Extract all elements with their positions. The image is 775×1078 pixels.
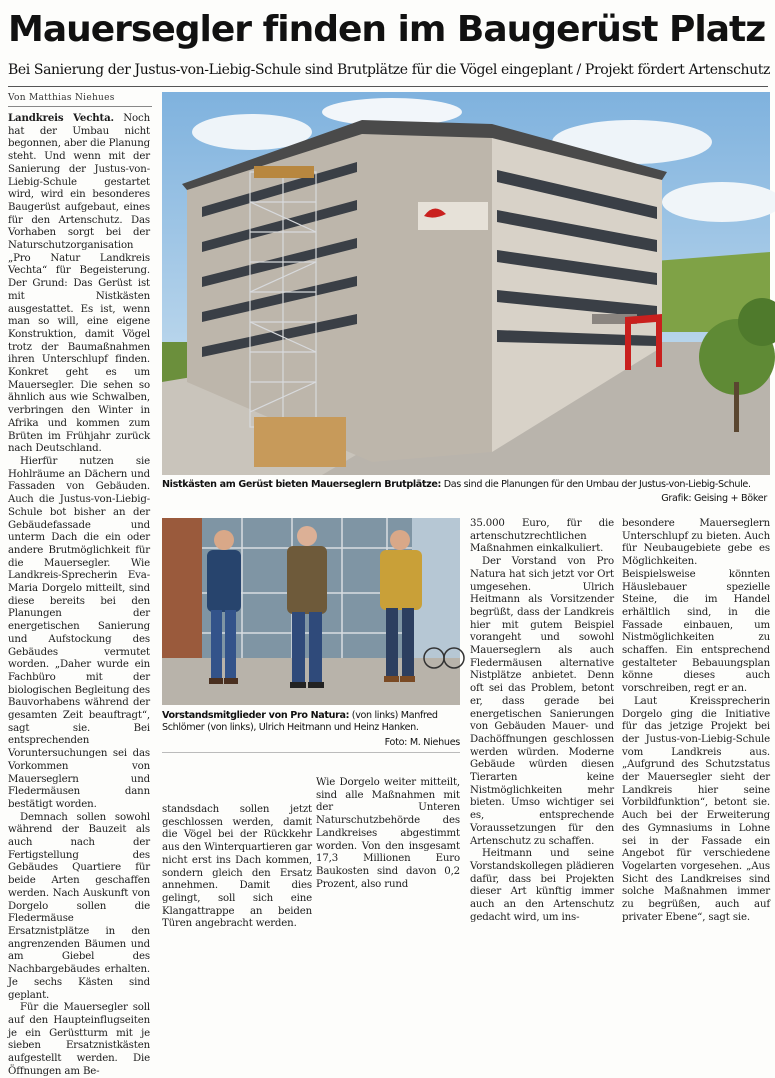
article-column-1 bbox=[8, 112, 150, 1077]
article-paragraph: besondere Mauerseglern Unterschlupf zu bieten. Auch für Neubaugebiete gebe es Möglichkeiten. Beispielsweise könnten Häuslebauer spezielle Steine, die im Handel erhältlich sind, in die Fassade einbauen, um Nistmöglichkeiten zu schaffen. Ein entsprechend gestalteter Bebauungsplan könne dieses auch vorschreiben, regt er an. bbox=[622, 518, 770, 695]
article-paragraph: Demnach sollen sowohl während der Bauzeit als auch nach der Fertigstellung des Gebäudes Quartiere für beide Arten geschaffen werden. Nach Auskunft von Dorgelo sollen die Fledermäuse Ersatznistplätze in den angrenzenden Bäumen und am Giebel des Nachbargebäudes erhalten. Je sechs Kästen sind geplant. bbox=[8, 811, 150, 1001]
nesting-box-row bbox=[254, 166, 314, 178]
building-rendering bbox=[162, 92, 770, 475]
caption-lead: Vorstandsmitglieder von Pro Natura: bbox=[162, 710, 350, 721]
scaffold-base-wall bbox=[254, 417, 346, 467]
article-column-4 bbox=[470, 518, 614, 923]
article-paragraph: Für die Mauersegler soll auf den Haupteinflugseiten je ein Gerüstturm mit je sieben Ersatznistkästen aufgestellt werden. Die Öffnungen am Be- bbox=[8, 1002, 150, 1077]
caption-divider bbox=[162, 752, 460, 753]
article-paragraph: Heitmann und seine Vorstandskollegen plädieren dafür, dass bei Projekten dieser Art künftig immer auch an den Artenschutz gedacht wird, um ins- bbox=[470, 848, 614, 923]
article-column-5 bbox=[622, 518, 770, 923]
paragraph-text: Noch hat der Umbau nicht begonnen, aber die Planung steht. Und wenn mit der Sanierung der Justus-von-Liebig-Schule gestartet wird, wird ein besonderes Baugerüst aufgebaut, eines für den Artenschutz. Das Vorhaben sorgt bei der Naturschutzorganisation „Pro Natur Landkreis Vechta“ für Begeisterung. Der Grund: Das Gerüst ist mit Nistkästen ausgestattet. Es ist, wenn man so will, eine eigene Konstruktion, damit Vögel trotz der Baumaßnahmen ihren Unterschlupf finden. Konkret geht es um Mauersegler. Die sehen so ähnlich aus wie Schwalben, verbringen den Winter in Afrika und kommen zum Brüten im Frühjahr zurück nach Deutschland. bbox=[8, 113, 150, 455]
article-paragraph: standsdach sollen jetzt geschlossen werden, damit die Vögel bei der Rückkehr aus den Winterquartieren gar nicht erst ins Dach kommen, sondern gleich den Ersatz annehmen. Damit dies gelingt, soll sich eine Klangattrappe an beiden Türen angebracht werden. bbox=[162, 804, 312, 930]
article-paragraph: Hierfür nutzen sie Hohlräume an Dächern und Fassaden von Gebäuden. Auch die Justus-von-Liebig-Schule bot bisher an der Gebäudefassade und unterm Dach die ein oder andere Brutmöglichkeit für die Mauersegler. Wie Landkreis-Sprecherin Eva-Maria Dorgelo mitteilt, sind diese bereits bei den Planungen der energetischen Sanierung und Aufstockung des Gebäudes vermutet worden. „Daher wurde ein Fachbüro mit der biologischen Begleitung des Bauvorhabens während der gesamten Zeit beauftragt“, sagt sie. Bei entsprechenden Voruntersuchungen sei das Vorkommen von Mauerseglern und Fledermäusen dann bestätigt worden. bbox=[8, 455, 150, 810]
article-column-2 bbox=[162, 804, 312, 930]
article-paragraph: Der Vorstand von Pro Natura hat sich jetzt vor Ort umgesehen. Ulrich Heitmann als Vorsitzender begrüßt, dass der Landkreis hier mit gutem Beispiel vorangeht und sowohl Mauerseglern als auch Fledermäusen alternative Nistplätze anbietet. Denn oft sei das Problem, betont er, dass gerade bei energetischen Sanierungen von Gebäuden Mauer- und Dachöffnungen geschlossen werden würden. Moderne Gebäude würden diesen Tierarten keine Nistmöglichkeiten mehr bieten. Umso wichtiger sei es, entsprechende Voraussetzungen für den Artenschutz zu schaffen. bbox=[470, 556, 614, 847]
article-paragraph bbox=[8, 112, 150, 456]
headline-divider bbox=[8, 86, 768, 87]
byline-divider bbox=[8, 106, 152, 107]
caption-text: (von links) Manfred Schlömer (von links), Ulrich Heitmann und Heinz Hanken. bbox=[162, 710, 438, 734]
article-paragraph: Laut Kreissprecherin Dorgelo ging die Initiative für das jetzige Projekt bei der Justus-von-Liebig-Schule vom Landkreis aus. „Aufgrund des Schutzstatus der Mauersegler sieht der Landkreis hier seine Vorbildfunktion“, betont sie. Auch bei der Erweiterung des Gymnasiums in Lohne sei in der Fassade ein Angebot für verschiedene Vogelarten vorgesehen. „Aus Sicht des Landkreises sind solche Maßnahmen immer zu begrüßen, auch auf privater Ebene“, sagt sie. bbox=[622, 695, 770, 923]
caption-lead: Nistkästen am Gerüst bieten Mauerseglern Brutplätze: bbox=[162, 479, 442, 490]
article-column-3 bbox=[316, 777, 460, 890]
figure2-caption bbox=[162, 710, 460, 734]
brick-building bbox=[162, 518, 202, 668]
figure1-caption bbox=[162, 479, 770, 491]
article-paragraph: Wie Dorgelo weiter mitteilt, sind alle Maßnahmen mit der Unteren Naturschutzbehörde des Landkreises abgestimmt worden. Von den insgesamt 17,3 Millionen Euro Baukosten sind davon 0,2 Prozent, also rund bbox=[316, 777, 460, 890]
figure2-credit: Foto: M. Niehues bbox=[384, 737, 460, 748]
article-dateline: Landkreis Vechta. bbox=[8, 112, 114, 124]
article-subheadline: Bei Sanierung der Justus-von-Liebig-Schule sind Brutplätze für die Vögel eingeplant / Projekt fördert Artenschutz bbox=[8, 62, 770, 78]
board-members-photo bbox=[162, 518, 460, 705]
article-headline: Mauersegler finden im Baugerüst Platz bbox=[8, 9, 766, 50]
article-paragraph: 35.000 Euro, für die artenschutzrechtlichen Maßnahmen einkalkuliert. bbox=[470, 518, 614, 555]
article-byline: Von Matthias Niehues bbox=[8, 93, 115, 103]
caption-text: Das sind die Planungen für den Umbau der Justus-von-Liebig-Schule. bbox=[443, 479, 751, 490]
tree-trunk bbox=[734, 382, 739, 432]
figure1-credit: Grafik: Geising + Böker bbox=[661, 493, 767, 504]
